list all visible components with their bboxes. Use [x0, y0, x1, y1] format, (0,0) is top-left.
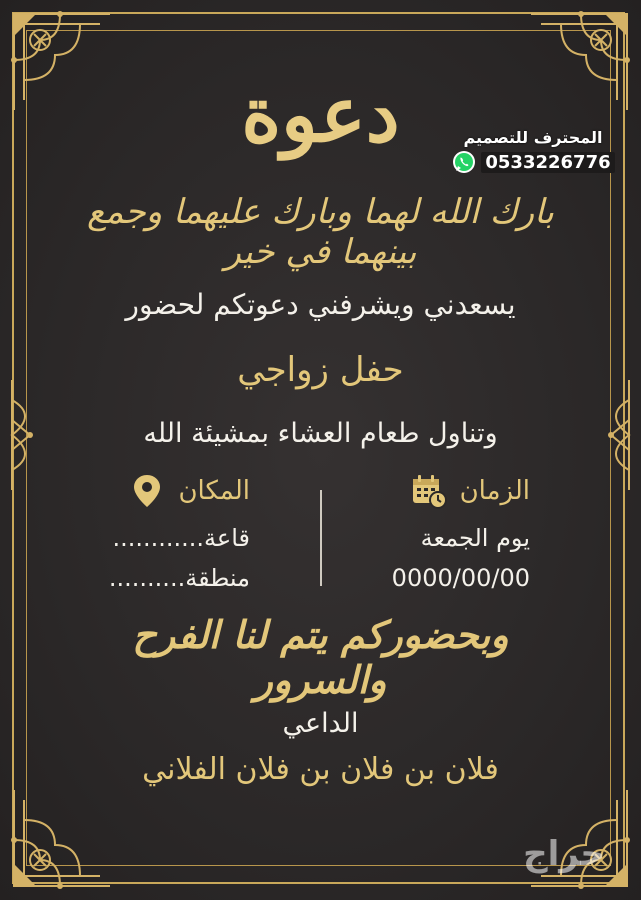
corner-ornament	[0, 780, 120, 900]
invitation-line: يسعدني ويشرفني دعوتكم لحضور	[125, 288, 516, 321]
place-label: المكان	[178, 476, 250, 506]
calendar-icon	[410, 472, 448, 510]
place-heading	[100, 468, 250, 514]
closing-text: وبحضوركم يتم لنا الفرح والسرور	[132, 612, 509, 702]
event-name: حفل زواجي	[237, 350, 404, 390]
brand-phone-number: 0533226776	[481, 152, 614, 173]
dinner-line: وتناول طعام العشاء بمشيئة الله	[143, 418, 498, 449]
place-column	[100, 468, 250, 594]
column-divider	[320, 490, 322, 586]
brand-contact	[448, 149, 618, 175]
host-label: الداعي	[282, 708, 359, 739]
event-date: 0000/00/00	[391, 564, 530, 592]
brand-name: المحترف للتصميم	[463, 128, 603, 147]
invitation-title: دعوة	[241, 70, 400, 159]
hall-field: قاعة............	[112, 524, 250, 552]
time-heading	[340, 468, 530, 514]
time-label: الزمان	[459, 476, 530, 506]
whatsapp-icon	[451, 149, 477, 175]
designer-brand	[448, 128, 618, 175]
location-pin-icon	[128, 472, 166, 510]
event-day: يوم الجمعة	[420, 524, 530, 552]
blessing-text: بارك الله لهما وبارك عليهما وجمع بينهما في خير	[86, 192, 554, 272]
time-column	[340, 468, 530, 594]
haraj-watermark: حراج	[523, 834, 605, 874]
area-field: منطقة..........	[108, 564, 250, 592]
host-name: فلان بن فلان بن فلان الفلاني	[142, 752, 499, 787]
